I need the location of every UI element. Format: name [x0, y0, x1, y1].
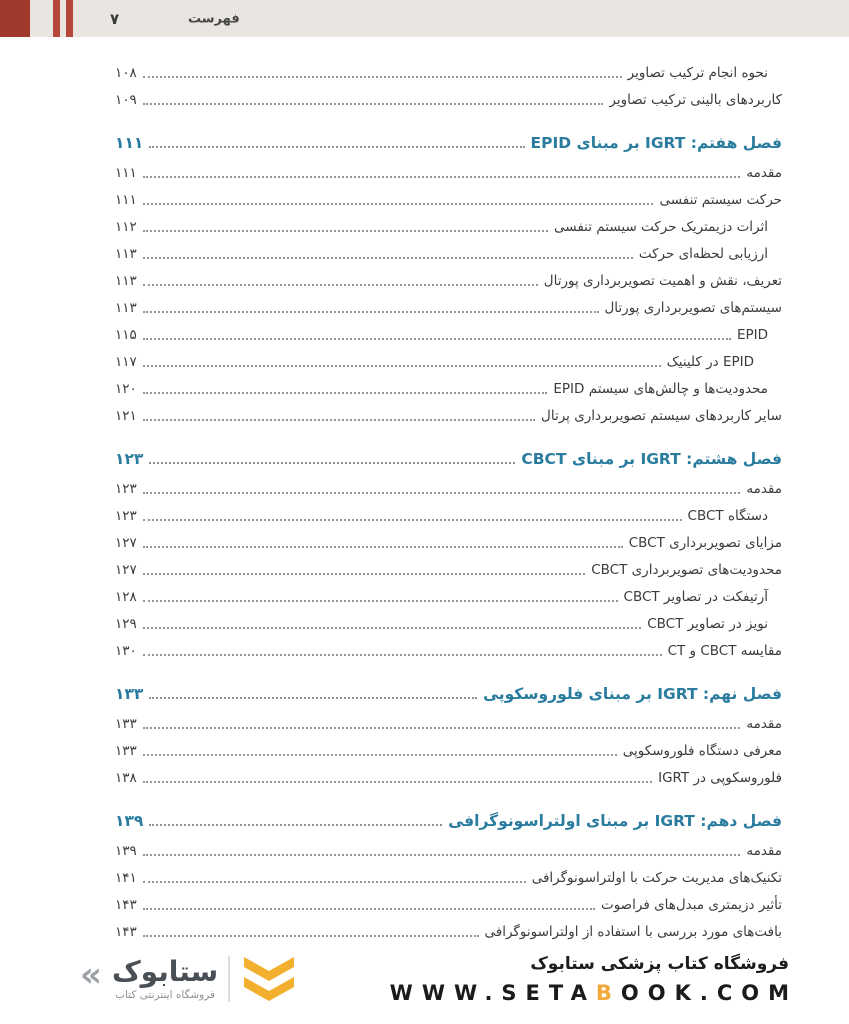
leader-dots [143, 492, 741, 494]
toc-section [115, 59, 782, 113]
entry-page-number: ۱۱۳ [115, 300, 137, 317]
toc-entry[interactable] [115, 348, 782, 375]
leader-dots [143, 103, 604, 105]
entry-page-number: ۱۳۹ [115, 811, 144, 830]
header-accent-stripe [53, 0, 60, 37]
leader-dots [143, 257, 633, 259]
toc-chapter-heading[interactable] [115, 677, 782, 707]
entry-page-number: ۱۱۷ [115, 354, 137, 371]
entry-page-number: ۱۴۳ [115, 924, 137, 941]
entry-title: اثرات دزیمتریک حرکت سیستم تنفسی [554, 219, 768, 236]
toc-entry[interactable] [115, 837, 782, 864]
leader-dots [149, 824, 442, 826]
leader-dots [143, 881, 526, 883]
entry-title: تکنیک‌های مدیریت حرکت با اولتراسونوگرافی [531, 870, 782, 887]
toc-section [115, 126, 782, 429]
entry-page-number: ۱۱۲ [115, 219, 137, 236]
leader-dots [143, 573, 585, 575]
logo-text-block [111, 954, 219, 1002]
leader-dots [149, 462, 515, 464]
entry-title: محدودیت‌ها و چالش‌های سیستم EPID [553, 381, 768, 398]
toc-chapter-heading[interactable] [115, 126, 782, 156]
url-accent-letter: B [595, 980, 621, 1005]
entry-title: مقدمه [746, 843, 782, 860]
toc-entry[interactable] [115, 240, 782, 267]
entry-page-number: ۱۰۹ [115, 92, 137, 109]
leader-dots [143, 727, 741, 729]
leader-dots [143, 546, 623, 548]
chapter-title: فصل هفتم: IGRT بر مبنای EPID [530, 133, 782, 152]
leader-dots [149, 146, 524, 148]
entry-page-number: ۱۴۱ [115, 870, 137, 887]
leader-dots [149, 697, 477, 699]
toc-section [115, 677, 782, 791]
entry-page-number: ۱۲۰ [115, 381, 137, 398]
leader-dots [143, 519, 682, 521]
entry-title: مزایای تصویربرداری CBCT [628, 535, 782, 552]
entry-page-number: ۱۲۳ [115, 508, 137, 525]
entry-title: نحوه انجام ترکیب تصاویر [627, 65, 768, 82]
entry-page-number: ۱۳۹ [115, 843, 137, 860]
toc-entry[interactable] [115, 864, 782, 891]
toc-entry[interactable] [115, 402, 782, 429]
store-name: فروشگاه کتاب پزشکی ستابوک [530, 953, 789, 974]
entry-page-number: ۱۳۳ [115, 743, 137, 760]
leader-dots [143, 284, 538, 286]
entry-title: ارزیابی لحظه‌ای حرکت [638, 246, 768, 263]
entry-page-number: ۱۱۵ [115, 327, 137, 344]
leader-dots [143, 600, 618, 602]
toc-entry[interactable] [115, 502, 782, 529]
entry-page-number: ۱۱۱ [115, 192, 137, 209]
toc-entry[interactable] [115, 267, 782, 294]
leader-dots [143, 392, 548, 394]
header-accent-stripe [66, 0, 73, 37]
footer-brand [389, 953, 798, 1005]
page-header [0, 0, 849, 37]
table-of-contents [115, 59, 782, 948]
entry-title: EPID در کلینیک [666, 354, 754, 371]
toc-entry[interactable] [115, 186, 782, 213]
entry-page-number: ۱۲۸ [115, 589, 137, 606]
toc-entry[interactable] [115, 918, 782, 945]
leader-dots [143, 419, 535, 421]
entry-page-number: ۱۳۸ [115, 770, 137, 787]
entry-page-number: ۱۲۳ [115, 481, 137, 498]
entry-title: مقدمه [746, 481, 782, 498]
toc-entry[interactable] [115, 529, 782, 556]
leader-dots [143, 76, 622, 78]
entry-page-number: ۱۴۳ [115, 897, 137, 914]
url-part: WWW.SETA [389, 980, 596, 1005]
chapter-title: فصل هشتم: IGRT بر مبنای CBCT [521, 449, 782, 468]
toc-entry[interactable] [115, 321, 782, 348]
leader-dots [143, 338, 731, 340]
chapter-title: فصل دهم: IGRT بر مبنای اولتراسونوگرافی [448, 811, 782, 830]
toc-entry[interactable] [115, 159, 782, 186]
toc-section [115, 442, 782, 664]
entry-title: دستگاه CBCT [687, 508, 768, 525]
entry-title: محدودیت‌های تصویربرداری CBCT [591, 562, 782, 579]
toc-entry[interactable] [115, 213, 782, 240]
leader-dots [143, 365, 661, 367]
leader-dots [143, 203, 654, 205]
toc-entry[interactable] [115, 86, 782, 113]
toc-entry[interactable] [115, 556, 782, 583]
leader-dots [143, 627, 641, 629]
leader-dots [143, 654, 662, 656]
toc-entry[interactable] [115, 610, 782, 637]
site-url [390, 981, 798, 1005]
header-page-number: ۷ [110, 9, 120, 28]
leader-dots [143, 176, 741, 178]
toc-entry[interactable] [115, 294, 782, 321]
entry-page-number: ۱۲۳ [115, 449, 144, 468]
entry-title: حرکت سیستم تنفسی [659, 192, 782, 209]
entry-page-number: ۱۰۸ [115, 65, 137, 82]
leader-dots [143, 781, 652, 783]
entry-page-number: ۱۱۱ [115, 133, 144, 152]
entry-page-number: ۱۲۹ [115, 616, 137, 633]
entry-page-number: ۱۲۷ [115, 535, 137, 552]
toc-entry[interactable] [115, 891, 782, 918]
entry-title: سیستم‌های تصویربرداری پورتال [604, 300, 782, 317]
entry-title: بافت‌های مورد بررسی با استفاده از اولتراسونوگرافی [484, 924, 782, 941]
entry-title: مقدمه [746, 716, 782, 733]
toc-chapter-heading[interactable] [115, 804, 782, 834]
logo-wordmark: ستابوک [111, 954, 219, 988]
entry-title: معرفی دستگاه فلوروسکوپی [622, 743, 782, 760]
leader-dots [143, 908, 595, 910]
entry-page-number: ۱۱۱ [115, 165, 137, 182]
toc-entry[interactable] [115, 375, 782, 402]
entry-page-number: ۱۱۳ [115, 246, 137, 263]
entry-title: مقدمه [746, 165, 782, 182]
entry-title: EPID [736, 327, 768, 344]
leader-dots [143, 935, 479, 937]
page-footer [0, 948, 849, 1024]
leader-dots [143, 311, 599, 313]
toc-section [115, 804, 782, 945]
toc-entry[interactable] [115, 583, 782, 610]
entry-title: سایر کاربردهای سیستم تصویربرداری پرتال [541, 408, 782, 425]
toc-entry[interactable] [115, 475, 782, 502]
toc-entry[interactable] [115, 737, 782, 764]
leader-dots [143, 754, 617, 756]
entry-title: تأثیر دزیمتری مبدل‌های فراصوت [600, 897, 782, 914]
leader-dots [143, 230, 548, 232]
entry-page-number: ۱۱۳ [115, 273, 137, 290]
entry-page-number: ۱۲۷ [115, 562, 137, 579]
entry-title: نویز در تصاویر CBCT [647, 616, 768, 633]
setabook-chevron-icon [240, 955, 298, 1003]
url-part: OOK.COM [620, 980, 798, 1005]
toc-entry[interactable] [115, 637, 782, 664]
entry-title: تعریف، نقش و اهمیت تصویربرداری پورتال [543, 273, 782, 290]
header-title: فهرست [188, 11, 240, 26]
chapter-title: فصل نهم: IGRT بر مبنای فلوروسکوپی [483, 684, 782, 703]
entry-title: مقایسه CBCT و CT [667, 643, 782, 660]
toc-entry[interactable] [115, 59, 782, 86]
entry-page-number: ۱۳۰ [115, 643, 137, 660]
entry-title: کاربردهای بالینی ترکیب تصاویر [609, 92, 782, 109]
logo-divider [228, 956, 230, 1002]
toc-entry[interactable] [115, 710, 782, 737]
toc-entry[interactable] [115, 764, 782, 791]
entry-page-number: ۱۳۳ [115, 716, 137, 733]
entry-title: فلوروسکوپی در IGRT [658, 770, 782, 787]
header-accent-block [0, 0, 30, 37]
setabook-logo [80, 955, 298, 1003]
logo-guillemet-mark: « [80, 955, 102, 995]
logo-subtitle: فروشگاه اینترنتی کتاب [115, 989, 216, 1002]
entry-page-number: ۱۳۳ [115, 684, 144, 703]
leader-dots [143, 854, 741, 856]
toc-chapter-heading[interactable] [115, 442, 782, 472]
entry-page-number: ۱۲۱ [115, 408, 137, 425]
entry-title: آرتیفکت در تصاویر CBCT [623, 589, 768, 606]
